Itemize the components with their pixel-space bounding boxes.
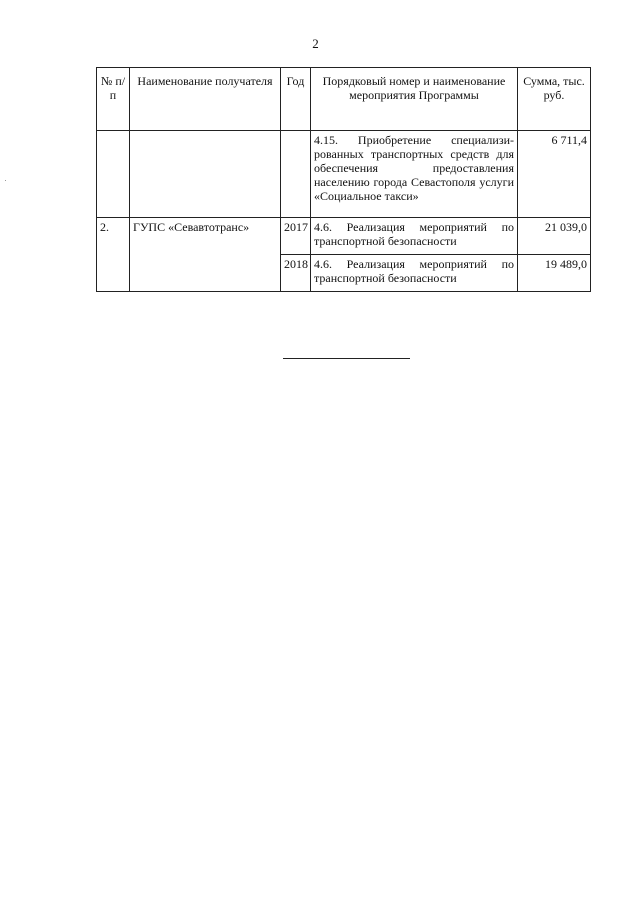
header-event: Порядковый номер и наименование мероприятия Программы (311, 68, 518, 131)
cell-year (281, 131, 311, 218)
program-events-table (96, 67, 591, 292)
cell-recipient (130, 131, 281, 218)
cell-event: 4.15. Приобретение специализированных транспортных средств для обеспечения предоставления населению города Севастополя услуги «Социальное такси» (311, 131, 518, 218)
cell-sum: 19 489,0 (518, 255, 591, 292)
cell-sum: 6 711,4 (518, 131, 591, 218)
cell-year: 2018 (281, 255, 311, 292)
end-of-document-rule (283, 358, 410, 359)
header-sum: Сумма, тыс. руб. (518, 68, 591, 131)
table-row (97, 218, 591, 255)
page-number: 2 (312, 36, 319, 51)
cell-sum: 21 039,0 (518, 218, 591, 255)
cell-num (97, 131, 130, 218)
cell-event: 4.6. Реализация мероприятий по транспортной безопасности (311, 218, 518, 255)
header-recipient: Наименование получателя (130, 68, 281, 131)
cell-event: 4.6. Реализация мероприятий по транспортной безопасности (311, 255, 518, 292)
cell-num: 2. (97, 218, 130, 292)
table-header-row (97, 68, 591, 131)
table-row (97, 131, 591, 218)
cell-recipient: ГУПС «Севавтотранс» (130, 218, 281, 292)
header-year: Год (281, 68, 311, 131)
header-num: № п/п (97, 68, 130, 131)
cell-year: 2017 (281, 218, 311, 255)
scan-speck (5, 180, 6, 181)
